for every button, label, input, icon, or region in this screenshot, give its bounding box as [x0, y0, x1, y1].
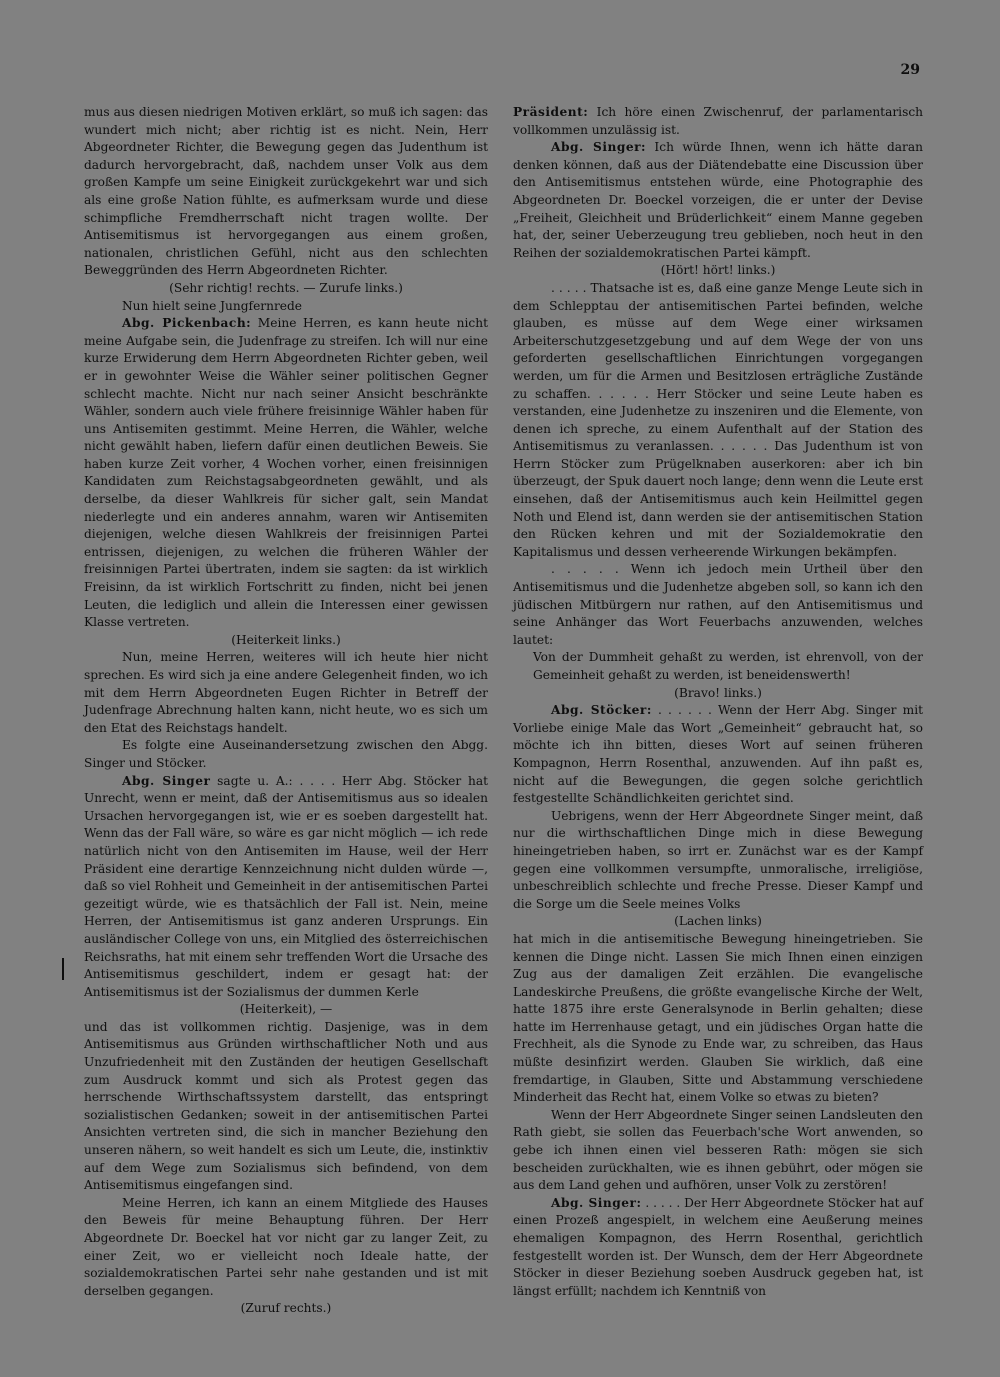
- paragraph-text: Von der Dummheit gehaßt zu werden, ist ehrenvoll, von der Gemeinheit gehaßt zu werden, ist beneidenswerth!: [533, 650, 923, 682]
- paragraph-text: . . . . . . Wenn der Herr Abg. Singer mit Vorliebe einige Male das Wort „Gemeinheit“ gebraucht hat, so möchte ich ihn bitten, dieses Wort auf seinen früheren Kompagnon, Herrn Rosenthal, anzuwenden. Auf ihn paßt es, nicht auf die Bewegungen, die gegen solche gerichtlich festgestellte Schändlichkeiten gerichtet sind.: [513, 703, 923, 806]
- paragraph-text: . . . . . Der Herr Abgeordnete Stöcker hat auf einen Prozeß angespielt, in welchem eine Aeußerung meines ehemaligen Kompagnon, des Herrn Rosenthal, gerichtlich festgestellt worden ist. Der Wunsch, dem der Herr Abgeordnete Stöcker in dieser Beziehung soeben Ausdruck gegeben hat, ist längst erfüllt; nachdem ich Kenntniß von: [513, 1195, 923, 1298]
- speaker-name: Abg. Pickenbach:: [122, 316, 252, 331]
- paragraph-text: . . . . . Wenn ich jedoch mein Urtheil über den Antisemitismus und die Judenhetze abgeben soll, so kann ich den jüdischen Mitbürgern nur rathen, auf den Antisemitismus und seine Anhänger das Wort Feuerbachs anzuwenden, welches lautet:: [513, 562, 923, 647]
- paragraph-text: sagte u. A.: . . . . Herr Abg. Stöcker hat Unrecht, wenn er meint, daß der Antisemitismus aus so idealen Ursachen hervorgegangen ist, wie er es soeben dargestellt hat. Wenn das der Fall wäre, so wäre es gar nicht möglich — ich rede natürlich nicht von den Antisemiten im Hause, weil der Herr Präsident eine derartige Kennzeichnung nicht dulden würde —, daß so viel Rohheit und Gemeinheit in der antisemitischen Partei gezeitigt würde, wie es thatsächlich der Fall ist. Nein, meine Herren, der Antisemitismus ist ganz anderen Ursprungs. Ein ausländischer College von uns, ein Mitglied des österreichischen Reichsraths, hat mit einem sehr treffenden Wort die Ursache des Antisemitismus geschildert, indem er gesagt hat: der Antisemitismus ist der Sozialismus der dummen Kerle: [84, 773, 488, 999]
- interjection: [84, 1300, 488, 1318]
- paragraph-text: Ich würde Ihnen, wenn ich hätte daran denken können, daß aus der Diätendebatte eine Discussion über den Antisemitismus entstehen würde, eine Photographie des Abgeordneten Dr. Boeckel vorzeigen, die er unter der Devise „Freiheit, Gleichheit und Brüderlichkeit“ einem Manne gegeben hat, der, seiner Ueberzeugung treu geblieben, noch heut in den Reihen der sozialdemokratischen Partei kämpft.: [513, 140, 923, 260]
- margin-mark: [62, 958, 64, 980]
- interjection: [513, 685, 923, 703]
- paragraph: [84, 104, 488, 280]
- paragraph-text: (Lachen links): [674, 914, 762, 929]
- paragraph-text: . . . . . Thatsache ist es, daß eine ganze Menge Leute sich in dem Schlepptau der antisemitischen Partei befinden, welche glauben, es müsse auf dem Wege einer wirksamen Arbeiterschutzgesetzgebung und auf dem Wege der von uns geforderten gesellschaftlichen Einrichtungen vorgegangen werden, um für die Armen und Besitzlosen erträgliche Zustände zu schaffen. . . . . . Herr Stöcker und seine Leute haben es verstanden, eine Judenhetze zu inszeniren und die Elemente, von denen ich spreche, zu einem Aufenthalt auf der Station des Antisemitismus zu veranlassen. . . . . . Das Judenthum ist von Herrn Stöcker zum Prügelknaben auserkoren: aber ich bin überzeugt, der Spuk dauert noch lange; denn wenn die Leute erst einsehen, daß der Antisemitismus auch kein Heilmittel gegen Noth und Elend ist, dann werden sie der antisemitischen Station den Rücken kehren und mit der Sozialdemokratie den Kapitalismus und dessen verheerende Wirkungen bekämpfen.: [513, 280, 923, 559]
- paragraph: [513, 1107, 923, 1195]
- interjection: [84, 280, 488, 298]
- paragraph-text: (Zuruf rechts.): [240, 1301, 332, 1316]
- quotation: [513, 649, 923, 684]
- speaker-name: Präsident:: [513, 105, 589, 119]
- paragraph: [84, 737, 488, 772]
- paragraph-text: (Heiterkeit links.): [231, 632, 341, 647]
- paragraph: [84, 298, 488, 316]
- paragraph-text: Ich höre einen Zwischenruf, der parlamentarisch vollkommen unzulässig ist.: [513, 105, 923, 137]
- paragraph: [513, 1195, 923, 1301]
- paragraph: [513, 139, 923, 262]
- paragraph: [84, 773, 488, 1002]
- speaker-name: Abg. Singer:: [551, 140, 647, 155]
- paragraph: [84, 1195, 488, 1301]
- paragraph-text: Meine Herren, es kann heute nicht meine Aufgabe sein, die Judenfrage zu streifen. Ich will nur eine kurze Erwiderung dem Herrn Abgeordneten Richter geben, weil er in gewohnter Weise die Wähler seiner politischen Gegner schlecht machte. Nicht nur nach seiner Ansicht beschränkte Wähler, sondern auch viele frühere freisinnige Wähler haben für uns Antisemiten gestimmt. Meine Herren, die Wähler, welche nicht gewählt haben, liefern dafür einen deutlichen Beweis. Sie haben kurze Zeit vorher, 4 Wochen vorher, einen freisinnigen Kandidaten zum Reichstagsabgeordneten gewählt, und als derselbe, da dieser Wahlkreis für sicher galt, sein Mandat niederlegte und ein anderes annahm, waren wir Antisemiten diejenigen, welche diesen Wahlkreis der freisinnigen Partei entrissen, diejenigen, zu welchen die früheren Wähler der freisinnigen Partei übertraten, indem sie sagten: da ist wirklich Freisinn, da ist wirklich Fortschritt zu finden, nicht bei jenen Leuten, die lediglich und allein die Interessen einer gewissen Klasse vertreten.: [84, 316, 488, 630]
- interjection: [513, 913, 923, 931]
- speaker-name: Abg. Stöcker:: [551, 703, 652, 718]
- speaker-name: Abg. Singer: [122, 773, 211, 788]
- interjection: [513, 262, 923, 280]
- paragraph-text: Meine Herren, ich kann an einem Mitgliede des Hauses den Beweis für meine Behauptung führen. Der Herr Abgeordnete Dr. Boeckel hat vor nicht gar zu langer Zeit, zu einer Zeit, wo er vielleicht noch Ideale hatte, der sozialdemokratischen Partei sehr nahe gestanden und ist mit derselben gegangen.: [84, 1195, 488, 1298]
- paragraph: [84, 649, 488, 737]
- paragraph-text: (Hört! hört! links.): [660, 263, 776, 278]
- paragraph: [513, 104, 923, 139]
- paragraph-text: Wenn der Herr Abgeordnete Singer seinen Landsleuten den Rath giebt, sie sollen das Feuerbach'sche Wort anwenden, so gebe ich ihnen einen viel besseren Rath: mögen sie sich bescheiden zurückhalten, wie es ihnen gebührt, oder mögen sie aus dem Land gehen und aufhören, unser Volk zu zerstören!: [513, 1107, 923, 1193]
- left-column: [84, 104, 488, 1318]
- page-number: 29: [900, 62, 920, 78]
- paragraph: [513, 808, 923, 914]
- paragraph-text: mus aus diesen niedrigen Motiven erklärt, so muß ich sagen: das wundert mich nicht; aber richtig ist es nicht. Nein, Herr Abgeordneter Richter, die Bewegung gegen das Judenthum ist dadurch hervorgebracht, daß, nachdem unser Volk aus dem großen Kampfe um seine Einigkeit zurückgekehrt war und sich als eine große Nation fühlte, es aufmerksam wurde und diese schimpfliche Fremdherrschaft nicht tragen wollte. Der Antisemitismus ist hervorgegangen aus einem großen, nationalen, christlichen Gefühl, nicht aus den schlechten Beweggründen des Herrn Abgeordneten Richter.: [84, 105, 488, 278]
- right-column: [513, 104, 923, 1300]
- paragraph-text: (Heiterkeit), —: [239, 1002, 333, 1017]
- interjection: [84, 632, 488, 650]
- paragraph-text: Es folgte eine Auseinandersetzung zwischen den Abgg. Singer und Stöcker.: [84, 738, 488, 770]
- paragraph-text: Uebrigens, wenn der Herr Abgeordnete Singer meint, daß nur die wirthschaftlichen Dinge mich in diese Bewegung hineingetrieben haben, so irrt er. Zunächst war es der Kampf gegen eine vollkommen versumpfte, unmoralische, irreligiöse, unbeschreiblich schlechte und freche Presse. Dieser Kampf und die Sorge um die Seele meines Volks: [513, 808, 923, 911]
- speaker-name: Abg. Singer:: [551, 1195, 642, 1210]
- paragraph-text: und das ist vollkommen richtig. Dasjenige, was in dem Antisemitismus aus Gründen wirthschaftlicher Noth und aus Unzufriedenheit mit den Zuständen der heutigen Gesellschaft zum Ausdruck kommt und sich als Protest gegen das herrschende Wirthschaftssystem darstellt, das entspringt sozialistischen Gedanken; soweit in der antisemitischen Partei Ansichten vertreten sind, die sich in mancher Beziehung den unseren nähern, so weit handelt es sich um Leute, die, instinktiv auf dem Wege zum Sozialismus sich befindend, von dem Antisemitismus eingefangen sind.: [84, 1019, 488, 1193]
- paragraph-text: (Sehr richtig! rechts. — Zurufe links.): [169, 280, 403, 295]
- paragraph-text: Nun, meine Herren, weiteres will ich heute hier nicht sprechen. Es wird sich ja eine andere Gelegenheit finden, wo ich mit dem Herrn Abgeordneten Eugen Richter in Betreff der Judenfrage Abrechnung halten kann, nicht heute, wo es sich um den Etat des Reichstags handelt.: [84, 650, 488, 735]
- paragraph: [513, 561, 923, 649]
- interjection: [84, 1001, 488, 1019]
- paragraph: [513, 702, 923, 808]
- paragraph-text: Nun hielt seine Jungfernrede: [122, 298, 303, 313]
- paragraph: [84, 315, 488, 632]
- paragraph-text: (Bravo! links.): [674, 685, 762, 700]
- paragraph: [513, 280, 923, 562]
- paragraph: [84, 1019, 488, 1195]
- paragraph-text: hat mich in die antisemitische Bewegung hineingetrieben. Sie kennen die Dinge nicht. Lassen Sie mich Ihnen einen einzigen Zug aus der damaligen Zeit erzählen. Die evangelische Landeskirche Preußens, die größte evangelische Kirche der Welt, hatte 1875 ihre erste Generalsynode in Berlin gehalten; diese hatte im Herrenhause getagt, und ein jüdisches Organ hatte die Frechheit, als die Synode zu Ende war, zu schreiben, das Haus müßte desinfizirt werden. Glauben Sie wirklich, daß eine fremdartige, in Glauben, Sitte und Abstammung verschiedene Minderheit das Recht hat, einem Volke so etwas zu bieten?: [513, 931, 923, 1105]
- paragraph: [513, 931, 923, 1107]
